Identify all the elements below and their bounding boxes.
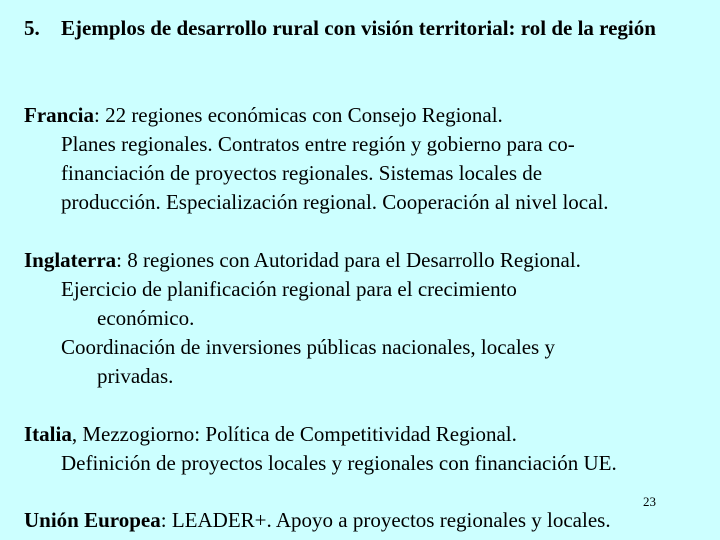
italia-lead: , Mezzogiorno: Política de Competitividad Regional. <box>71 422 517 446</box>
italia-line-1: Definición de proyectos locales y regionales con financiación UE. <box>61 451 617 475</box>
section-union-europea <box>24 506 714 535</box>
inglaterra-sub1-line-1: Ejercicio de planificación regional para el crecimiento <box>61 277 517 301</box>
ue-lead-line <box>24 506 714 535</box>
francia-lead-line <box>24 101 714 130</box>
italia-country: Italia <box>24 422 72 446</box>
italia-lead-line <box>24 420 714 449</box>
francia-line-1: Planes regionales. Contratos entre región y gobierno para co- <box>61 132 575 156</box>
slide-title <box>24 14 704 43</box>
francia-line-2: financiación de proyectos regionales. Sistemas locales de <box>61 161 543 185</box>
inglaterra-sub2-line-1: Coordinación de inversiones públicas nacionales, locales y <box>61 335 555 359</box>
inglaterra-lead: : 8 regiones con Autoridad para el Desarrollo Regional. <box>116 248 581 272</box>
inglaterra-sub2-line-2: privadas. <box>97 364 174 388</box>
section-italia <box>24 420 714 478</box>
francia-lead: : 22 regiones económicas con Consejo Regional. <box>93 103 503 127</box>
francia-line-3: producción. Especialización regional. Cooperación al nivel local. <box>61 190 609 214</box>
ue-label: Unión Europea <box>24 508 161 532</box>
inglaterra-sub1-line-2: económico. <box>97 306 195 330</box>
section-francia <box>24 101 714 217</box>
title-text: Ejemplos de desarrollo rural con visión territorial: rol de la región <box>61 16 656 40</box>
ue-lead: : LEADER+. Apoyo a proyectos regionales y locales. <box>160 508 611 532</box>
francia-country: Francia <box>24 103 94 127</box>
title-number: 5. <box>24 16 40 40</box>
section-inglaterra <box>24 246 714 391</box>
inglaterra-country: Inglaterra <box>24 248 117 272</box>
page-number: 23 <box>643 494 656 509</box>
inglaterra-lead-line <box>24 246 714 275</box>
